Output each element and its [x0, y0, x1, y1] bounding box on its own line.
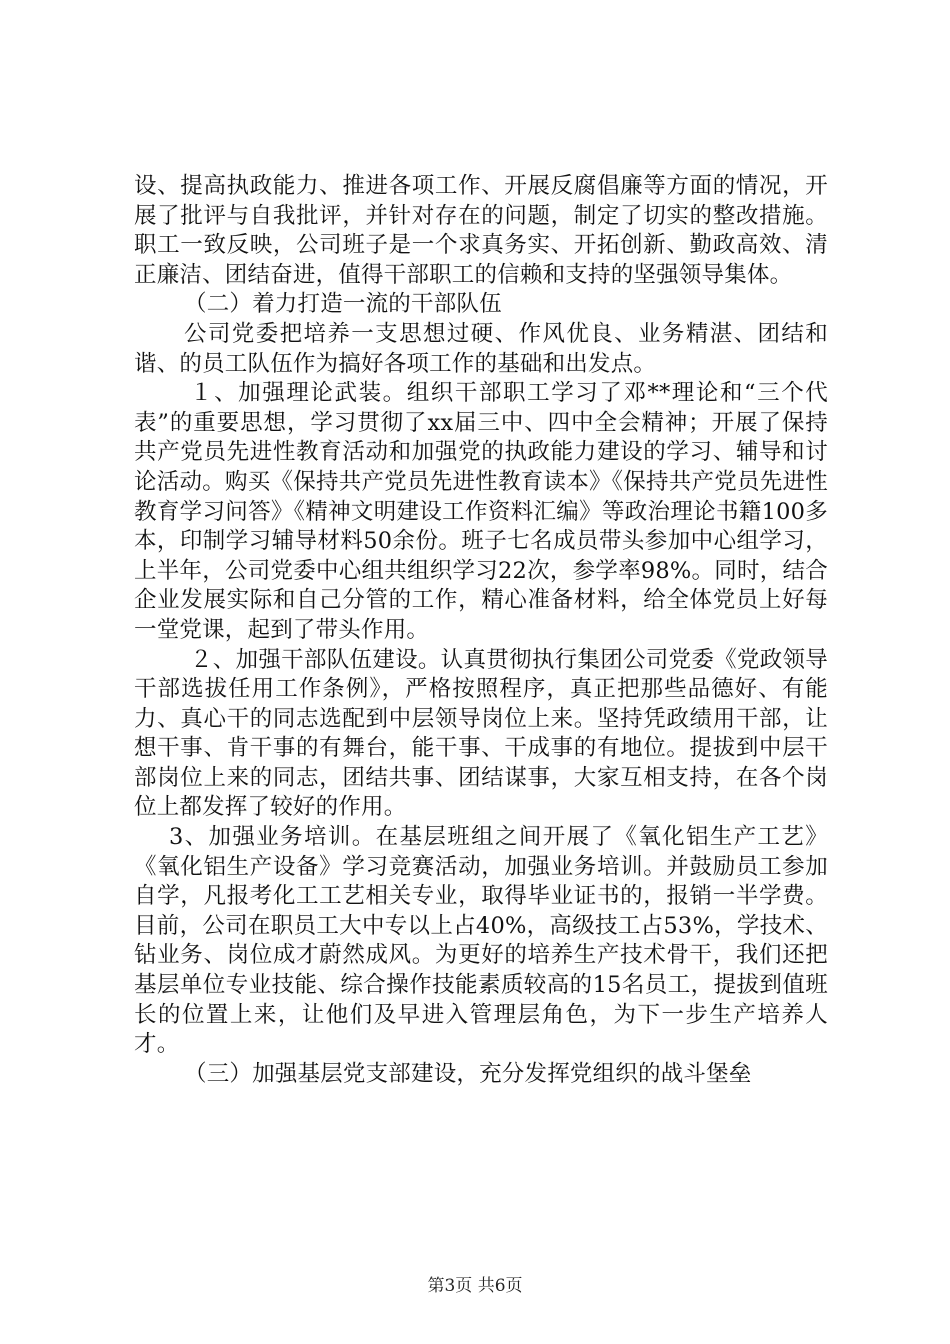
paragraph-business-training: 3、加强业务培训。在基层班组之间开展了《氧化铝生产工艺》《氧化铝生产设备》学习竞赛活动，加强业务培训。并鼓励员工参加自学，凡报考化工工艺相关专业，取得毕业证书的，报销一半学费。目前，公司在职员工大中专以上占40%，高级技工占53%，学技术、钻业务、岗位成才蔚然成风。为更好的培养生产技术骨干，我们还把基层单位专业技能、综合操作技能素质较高的15名员工，提拔到值班长的位置上来，让他们及早进入管理层角色，为下一步生产培养人才。	[134, 824, 828, 1058]
document-body	[134, 172, 828, 1089]
paragraph-continuation: 设、提高执政能力、推进各项工作、开展反腐倡廉等方面的情况，开展了批评与自我批评，并针对存在的问题，制定了切实的整改措施。职工一致反映，公司班子是一个求真务实、开拓创新、勤政高效、清正廉洁、团结奋进，值得干部职工的信赖和支持的坚强领导集体。	[134, 173, 828, 288]
page-footer: 第3页 共6页	[427, 1276, 523, 1296]
section-heading-party-branch: （三）加强基层党支部建设，充分发挥党组织的战斗堡垒	[184, 1060, 752, 1087]
paragraph-cadre-building: ２、加强干部队伍建设。认真贯彻执行集团公司党委《党政领导干部选拔任用工作条例》，严格按照程序，真正把那些品德好、有能力、真心干的同志选配到中层领导岗位上来。坚持凭政绩用干部，让想干事、肯干事的有舞台，能干事、干成事的有地位。提拔到中层干部岗位上来的同志，团结共事、团结谋事，大家互相支持，在各个岗位上都发挥了较好的作用。	[134, 646, 828, 821]
paragraph-intro: 公司党委把培养一支思想过硬、作风优良、业务精湛、团结和谐、的员工队伍作为搞好各项工作的基础和出发点。	[134, 320, 828, 377]
paragraph-theory-study: １、加强理论武装。组织干部职工学习了邓**理论和“三个代表”的重要思想，学习贯彻了xx届三中、四中全会精神；开展了保持共产党员先进性教育活动和加强党的执政能力建设的学习、辅导和讨论活动。购买《保持共产党员先进性教育读本》《保持共产党员先进性教育学习问答》《精神文明建设工作资料汇编》等政治理论书籍100多本，印制学习辅导材料50余份。班子七名成员带头参加中心组学习，上半年，公司党委中心组共组织学习22次，参学率98%。同时，结合企业发展实际和自己分管的工作，精心准备材料，给全体党员上好每一堂党课，起到了带头作用。	[134, 380, 828, 643]
section-heading-cadre-team: （二）着力打造一流的干部队伍	[184, 291, 502, 318]
